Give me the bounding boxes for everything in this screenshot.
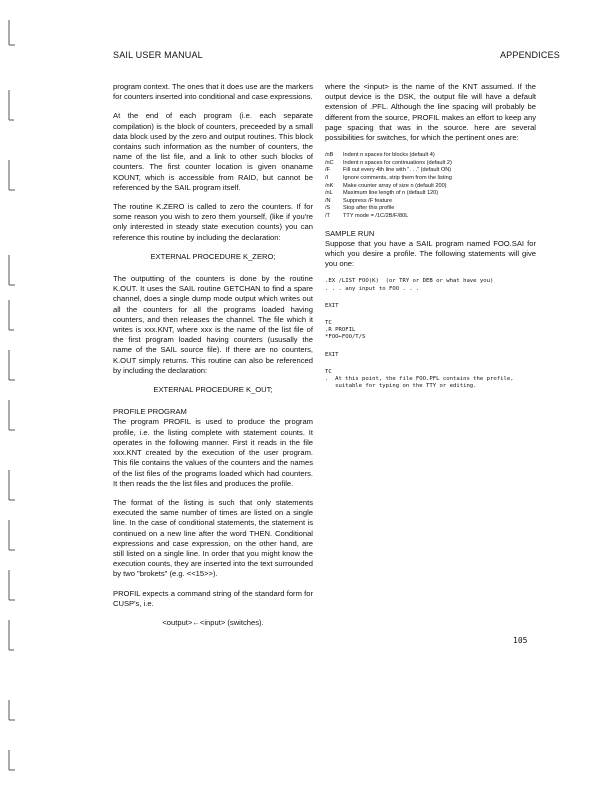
paragraph: The program PROFIL is used to produce the program profile, i.e. the listing complete with statement counts. It operates in the following manner. First it reads in the file xxx.KNT created by the execution of the user program. This file contains the values of the counters and the names of the list files of the programs loaded which had counters. It then reads the the list files and produces the profile. [113, 417, 313, 488]
paragraph: Suppose that you have a SAIL program named FOO.SAI for which you desire a profile. The following statements will give you one: [325, 238, 536, 269]
running-header-section: APPENDICES [499, 50, 560, 60]
option-desc: Ignore comments, strip them from the listing [343, 175, 452, 181]
paragraph: where the <input> is the name of the KNT assumed. If the output device is the DSK, the output file will have a default extension of .PFL. Although the line spacing will probably be different from the source, PROFIL makes an effort to keep any page spacing that was in the source. here are several possibilities for switches, for which the pertinent ones are: [325, 82, 536, 143]
switch-options-list [325, 152, 536, 220]
option-desc: Indent n spaces for continuations (default 2) [343, 159, 452, 166]
option-row [325, 183, 536, 191]
option-row [325, 160, 536, 168]
option-key: /F [325, 167, 330, 174]
option-desc: Indent n spaces for blocks (default 4) [343, 152, 435, 159]
terminal-exit: EXIT [325, 351, 339, 358]
option-key: /S [325, 205, 331, 212]
declaration-k-zero: EXTERNAL PROCEDURE K_ZERO; [150, 251, 276, 261]
declaration-k-out: EXTERNAL PROCEDURE K_OUT; [153, 385, 273, 395]
option-row [325, 205, 536, 213]
section-heading-profile-program: PROFILE PROGRAM [113, 407, 187, 417]
option-key: /N [325, 197, 331, 204]
option-key: /nB [325, 152, 334, 159]
option-key: /nK [325, 182, 334, 189]
option-desc: Maximum line length of n (default 120) [343, 190, 439, 197]
option-desc: Stop after this profile [343, 205, 395, 212]
paragraph: PROFIL expects a command string of the standard form for CUSP's, i.e. [113, 588, 313, 608]
option-row [325, 167, 536, 175]
section-heading-sample-run: SAMPLE RUN [325, 228, 375, 238]
page-number: 105 [513, 636, 528, 645]
option-key: /nL [325, 190, 333, 197]
paragraph: program context. The ones that it does use are the markers for counters inserted into conditional and case expressions. [113, 82, 313, 102]
option-row [325, 213, 536, 221]
option-desc: Suppress /F feature [343, 197, 393, 204]
terminal-session-profil: TC .R PROFIL *FOO←FOO/T/S [325, 319, 366, 341]
running-header-title: SAIL USER MANUAL [113, 50, 203, 60]
option-row [325, 175, 536, 183]
command-format: <output>←<input> (switches). [162, 617, 264, 627]
option-key: /I [325, 175, 329, 181]
option-key: /nC [325, 159, 334, 166]
right-column [325, 82, 536, 400]
option-row [325, 190, 536, 198]
paragraph: The format of the listing is such that only statements executed the same number of times are listed on a single line. In the case of conditional statements, the statement is continued on a new line after the word THEN. Conditional expressions and case expression, on the other hand, are still listed on a single line. In order that you might know the execution counts, they are inserted into the text surrounded by two "brokets" (e.g. <<15>>). [113, 497, 313, 579]
option-row [325, 198, 536, 206]
binding-edge-marks [0, 0, 24, 791]
terminal-session-run: .EX /LIST FOO(K) (or TRY or DEB or what have you) . . . any input to FOO . . . [325, 278, 494, 292]
option-key: /T [325, 212, 330, 219]
paragraph: The outputting of the counters is done by the routine K.OUT. It uses the SAIL routine GETCHAN to find a spare channel, does a single dump mode output which writes out all the counters for all the programs loaded having counters, and then releases the channel. The file which it writes is xxx.KNT, where xxx is the name of the list file of the first program loaded having counters (ususally the name of the SAIL source file). If there are no counters, K.OUT simply returns. This routine can also be referenced by including the declaration: [113, 274, 313, 375]
option-desc: Make counter array of size n (default 200) [343, 182, 447, 189]
option-desc: Fill out every 4th line with ". . ." (default ON) [343, 167, 452, 174]
terminal-session-result: TC . At this point, the file FOO.PFL contains the profile, suitable for typing on the TTY or editing. [325, 368, 514, 390]
left-column [113, 82, 313, 640]
paragraph: The routine K.ZERO is called to zero the counters. If for some reason you wish to zero them yourself, (like if you're only interested in steady state execution counts) you can reference this routine by including the declaration: [113, 202, 313, 242]
option-row [325, 152, 536, 160]
terminal-exit: EXIT [325, 302, 339, 309]
option-desc: TTY mode = /1C/2B/F/80L [343, 212, 409, 219]
paragraph: At the end of each program (i.e. each separate compilation) is the block of counters, preceeded by a small data block used by the zero and output routines. This block contains such information as the number of counters, the name of the list file, and a link to other such blocks of counters. The first counter location is given onaname KOUNT, which is accessible from RAID, but cannot be referenced by the SAIL program itself. [113, 111, 313, 192]
